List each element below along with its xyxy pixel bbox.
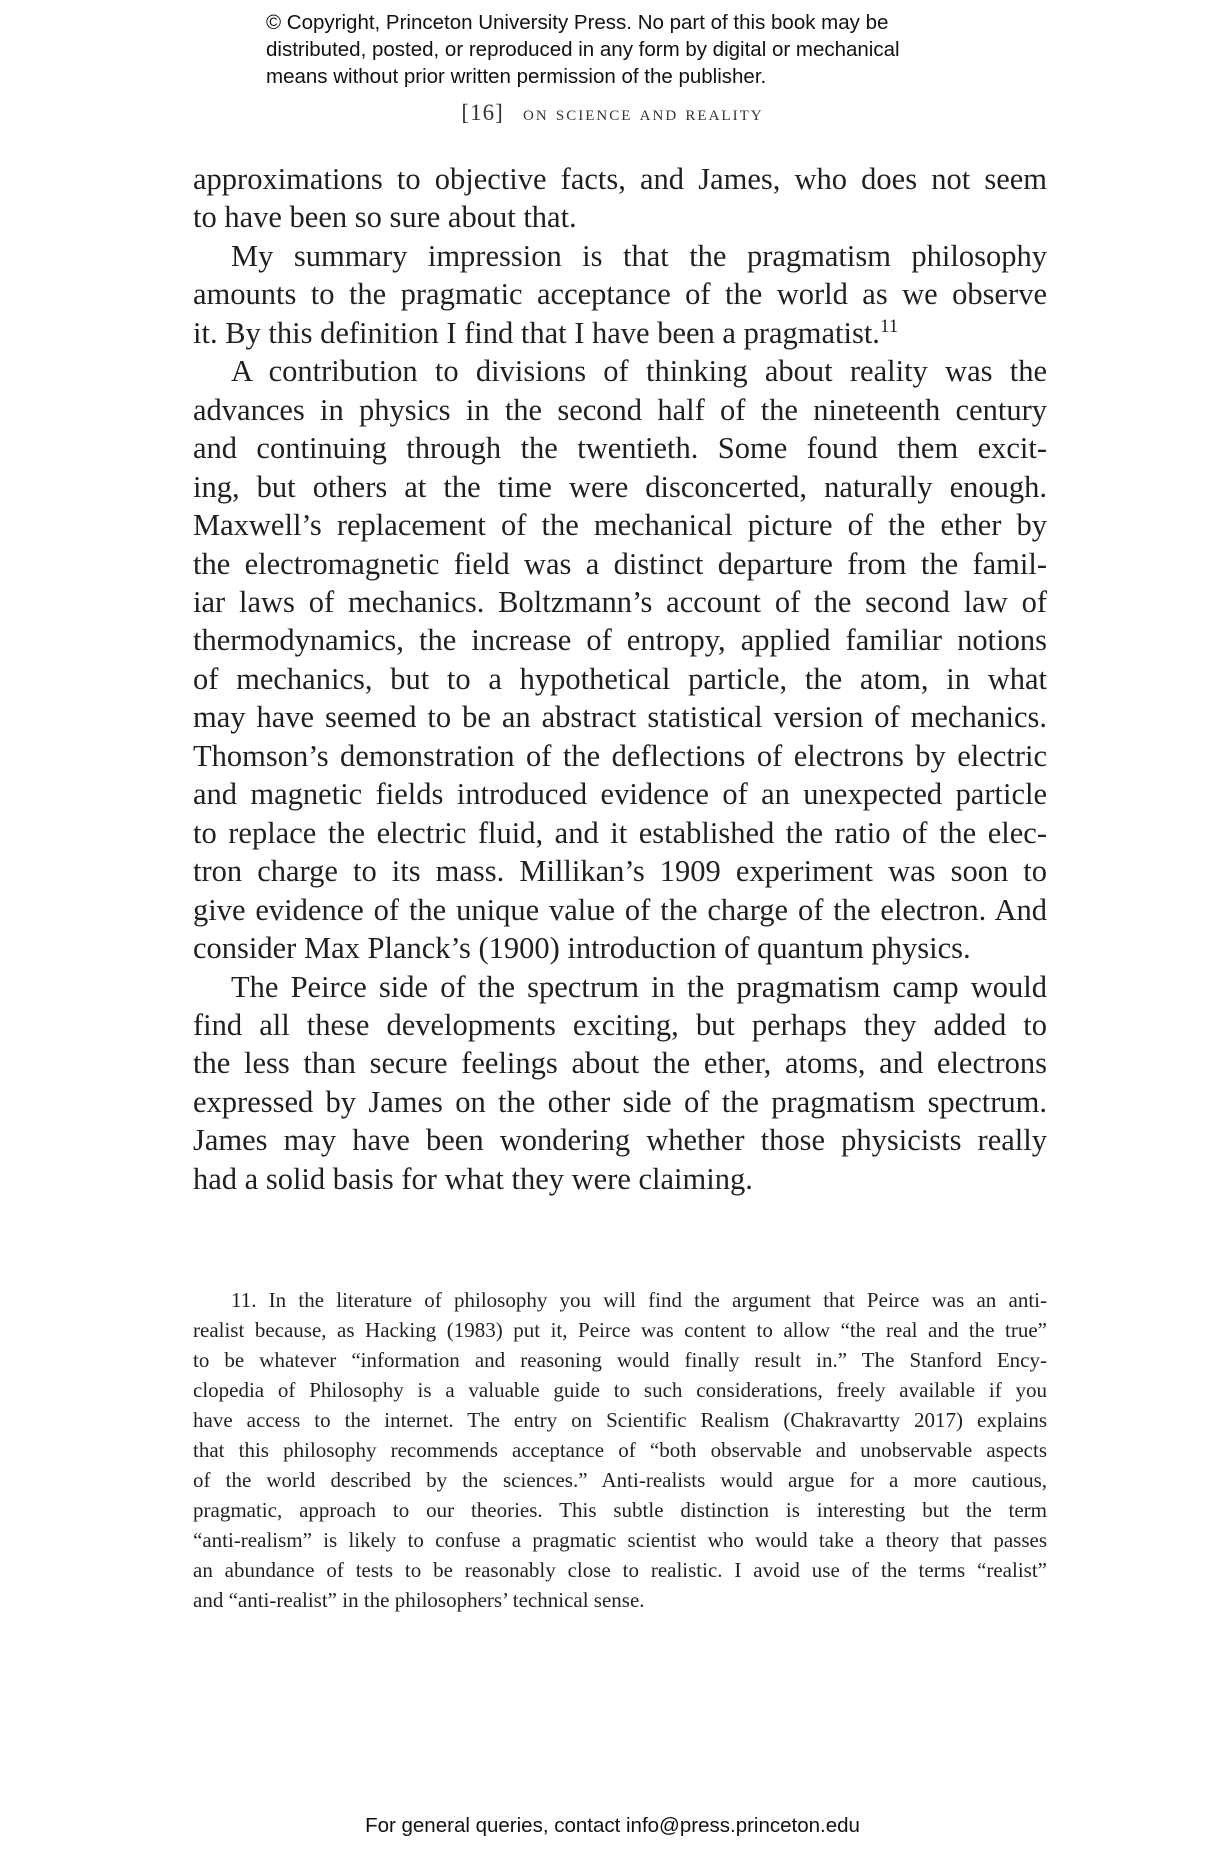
body-line bbox=[193, 352, 1047, 390]
body-line bbox=[193, 1044, 1047, 1082]
body-line-text: give evidence of the unique value of the charge of the electron. And bbox=[193, 892, 1047, 927]
body-line bbox=[193, 1083, 1047, 1121]
body-line bbox=[193, 468, 1047, 506]
body-line bbox=[193, 775, 1047, 813]
copyright-notice bbox=[266, 9, 900, 90]
body-line bbox=[193, 1006, 1047, 1044]
body-line-text: A contribution to divisions of thinking about reality was the bbox=[231, 354, 1047, 389]
body-line-text: My summary impression is that the pragmatism philosophy bbox=[231, 238, 1047, 273]
footnote-line: and “anti-realist” in the philosophers’ technical sense. bbox=[193, 1588, 645, 1613]
body-line-text: Maxwell’s replacement of the mechanical picture of the ether by bbox=[193, 508, 1047, 543]
body-line-text: the electromagnetic field was a distinct departure from the famil- bbox=[193, 546, 1047, 581]
page-number: [16] bbox=[461, 100, 504, 125]
body-line-text: expressed by James on the other side of the pragmatism spectrum. bbox=[193, 1084, 1047, 1119]
body-line-text: find all these developments exciting, but perhaps they added to bbox=[193, 1007, 1047, 1042]
body-line-text: consider Max Planck’s (1900) introduction of quantum physics. bbox=[193, 931, 971, 966]
footnote-line: realist because, as Hacking (1983) put it, Peirce was content to allow “the real and the true” bbox=[193, 1318, 1047, 1343]
body-line bbox=[193, 814, 1047, 852]
body-line bbox=[193, 852, 1047, 890]
body-line bbox=[193, 698, 1047, 736]
body-line-text: approximations to objective facts, and James, who does not seem bbox=[193, 162, 1047, 196]
copyright-line: © Copyright, Princeton University Press. No part of this book may be bbox=[266, 11, 889, 34]
chapter-title: on science and reality bbox=[523, 101, 764, 125]
body-line bbox=[193, 160, 1047, 198]
body-line-text: amounts to the pragmatic acceptance of the world as we observe bbox=[193, 277, 1047, 312]
footnote-line: 11. In the literature of philosophy you will find the argument that Peirce was an anti- bbox=[231, 1288, 1047, 1312]
body-line-text: advances in physics in the second half of the nineteenth century bbox=[193, 392, 1047, 427]
footnote-line: an abundance of tests to be reasonably close to realistic. I avoid use of the terms “realist” bbox=[193, 1558, 1047, 1583]
body-line-text: to have been so sure about that. bbox=[193, 200, 577, 235]
body-line-text: the less than secure feelings about the ether, atoms, and electrons bbox=[193, 1046, 1047, 1081]
footnote-line: of the world described by the sciences.” Anti-realists would argue for a more cautious, bbox=[193, 1468, 1047, 1493]
footnote-line: that this philosophy recommends acceptance of “both observable and unobservable aspects bbox=[193, 1438, 1047, 1463]
body-line bbox=[193, 929, 1047, 967]
footnote bbox=[193, 1285, 1047, 1616]
body-line-text: ing, but others at the time were disconcerted, naturally enough. bbox=[193, 469, 1047, 504]
body-line-text: had a solid basis for what they were claiming. bbox=[193, 1161, 753, 1196]
body-line-text: The Peirce side of the spectrum in the pragmatism camp would bbox=[231, 969, 1047, 1004]
body-line bbox=[193, 506, 1047, 544]
body-line bbox=[193, 1160, 1047, 1198]
body-line bbox=[193, 583, 1047, 621]
footnote-line: “anti-realism” is likely to confuse a pragmatic scientist who would take a theory that passes bbox=[193, 1528, 1047, 1553]
body-line-text: of mechanics, but to a hypothetical particle, the atom, in what bbox=[193, 661, 1047, 696]
footer-contact: For general queries, contact info@press.princeton.edu bbox=[365, 1814, 860, 1837]
body-line bbox=[193, 275, 1047, 313]
copyright-line: means without prior written permission of the publisher. bbox=[266, 65, 767, 88]
body-line bbox=[193, 429, 1047, 467]
body-text bbox=[193, 160, 1047, 1198]
body-line-text: to replace the electric fluid, and it established the ratio of the elec- bbox=[193, 815, 1047, 850]
body-line bbox=[193, 621, 1047, 659]
body-line-text: James may have been wondering whether those physicists really bbox=[193, 1123, 1047, 1158]
body-line-text: iar laws of mechanics. Boltzmann’s account of the second law of bbox=[193, 584, 1047, 619]
body-line-text: and magnetic fields introduced evidence of an unexpected particle bbox=[193, 777, 1047, 812]
footnote-line: clopedia of Philosophy is a valuable guide to such considerations, freely available if you bbox=[193, 1378, 1047, 1403]
body-line-text: Thomson’s demonstration of the deflections of electrons by electric bbox=[193, 738, 1047, 773]
footnote-line: have access to the internet. The entry on Scientific Realism (Chakravartty 2017) explains bbox=[193, 1408, 1047, 1433]
footnote-reference[interactable]: 11 bbox=[879, 315, 899, 337]
copyright-line: distributed, posted, or reproduced in any form by digital or mechanical bbox=[266, 38, 900, 61]
body-line bbox=[193, 660, 1047, 698]
body-line bbox=[193, 545, 1047, 583]
footnote-line: pragmatic, approach to our theories. This subtle distinction is interesting but the term bbox=[193, 1498, 1047, 1523]
body-line-text: it. By this definition I find that I have been a pragmatist. bbox=[193, 315, 880, 350]
body-line bbox=[193, 237, 1047, 275]
footnote-line: to be whatever “information and reasoning would finally result in.” The Stanford Ency- bbox=[193, 1348, 1047, 1373]
running-head bbox=[0, 99, 1225, 127]
body-line bbox=[193, 968, 1047, 1006]
body-line-text: thermodynamics, the increase of entropy, applied familiar notions bbox=[193, 623, 1047, 658]
body-line bbox=[193, 1121, 1047, 1159]
body-line-text: tron charge to its mass. Millikan’s 1909 experiment was soon to bbox=[193, 854, 1047, 889]
body-line bbox=[193, 314, 1047, 352]
body-line bbox=[193, 391, 1047, 429]
body-line-text: and continuing through the twentieth. Some found them excit- bbox=[193, 431, 1047, 466]
body-line bbox=[193, 891, 1047, 929]
body-line bbox=[193, 737, 1047, 775]
body-line-text: may have seemed to be an abstract statistical version of mechanics. bbox=[193, 700, 1047, 735]
body-line bbox=[193, 198, 1047, 236]
